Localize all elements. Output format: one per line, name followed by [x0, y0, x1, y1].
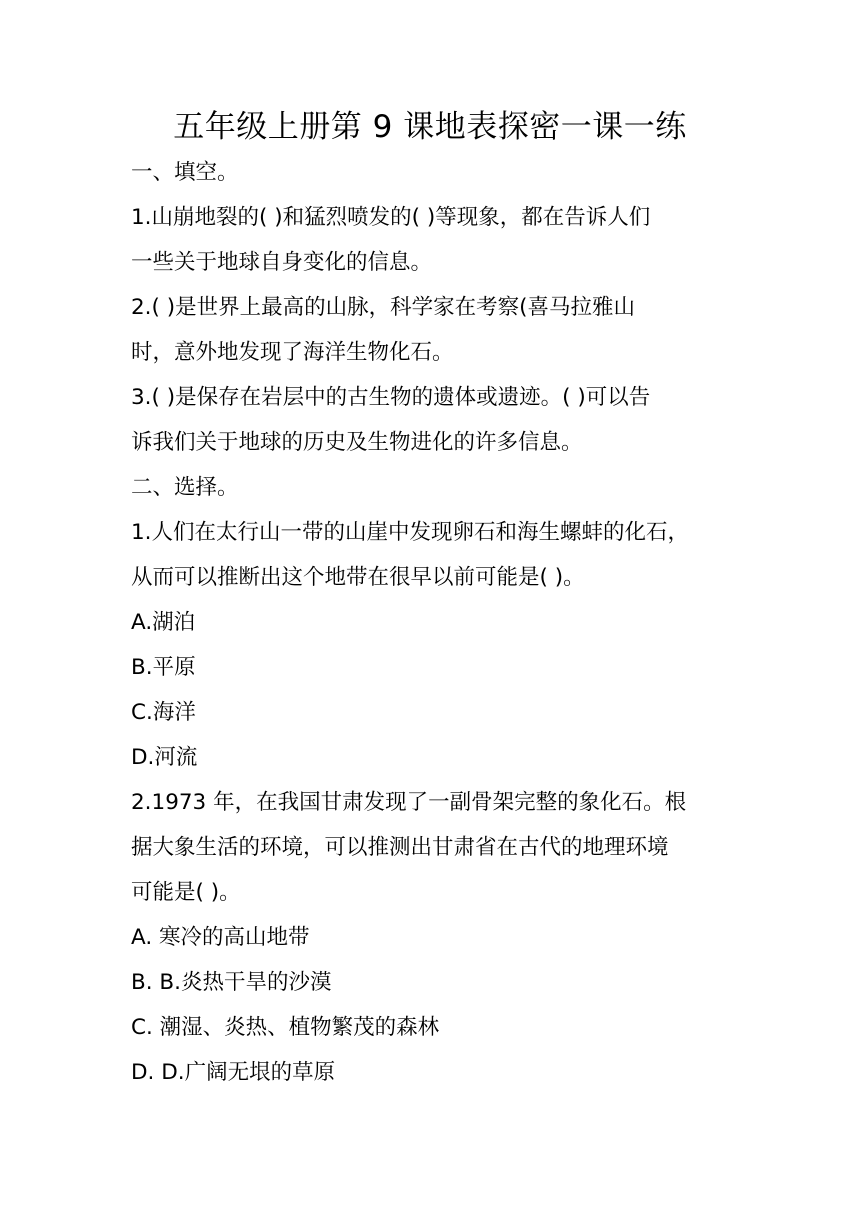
- answer-option: C. 潮湿、炎热、植物繁茂的森林: [131, 1015, 440, 1040]
- answer-option: A. 寒冷的高山地带: [131, 925, 310, 950]
- answer-option: A.湖泊: [131, 610, 196, 635]
- question-line: 可能是( )。: [131, 880, 241, 905]
- question-line: 3.( )是保存在岩层中的古生物的遗体或遗迹。( )可以告: [131, 385, 651, 410]
- question-line: 一些关于地球自身变化的信息。: [131, 250, 433, 275]
- question-line: 2.( )是世界上最高的山脉，科学家在考察(喜马拉雅山: [131, 295, 636, 320]
- answer-option: B. B.炎热干旱的沙漠: [131, 970, 332, 995]
- document-title: 五年级上册第 9 课地表探密一课一练: [173, 109, 687, 145]
- question-line: 1.山崩地裂的( )和猛烈喷发的( )等现象，都在告诉人们: [131, 205, 651, 230]
- answer-option: B.平原: [131, 655, 196, 680]
- answer-option: D.河流: [131, 745, 198, 770]
- question-line: 时，意外地发现了海洋生物化石。: [131, 340, 454, 365]
- question-line: 据大象生活的环境，可以推测出甘肃省在古代的地理环境: [131, 835, 669, 860]
- answer-option: D. D.广阔无垠的草原: [131, 1060, 336, 1085]
- section-heading-fill-blank: 一、填空。: [131, 160, 239, 185]
- question-line: 2.1973 年，在我国甘肃发现了一副骨架完整的象化石。根: [131, 790, 687, 815]
- section-heading-choice: 二、选择。: [131, 475, 239, 500]
- question-line: 诉我们关于地球的历史及生物进化的许多信息。: [131, 430, 583, 455]
- question-line: 1.人们在太行山一带的山崖中发现卵石和海生螺蚌的化石，: [131, 520, 690, 545]
- question-line: 从而可以推断出这个地带在很早以前可能是( )。: [131, 565, 585, 590]
- answer-option: C.海洋: [131, 700, 196, 725]
